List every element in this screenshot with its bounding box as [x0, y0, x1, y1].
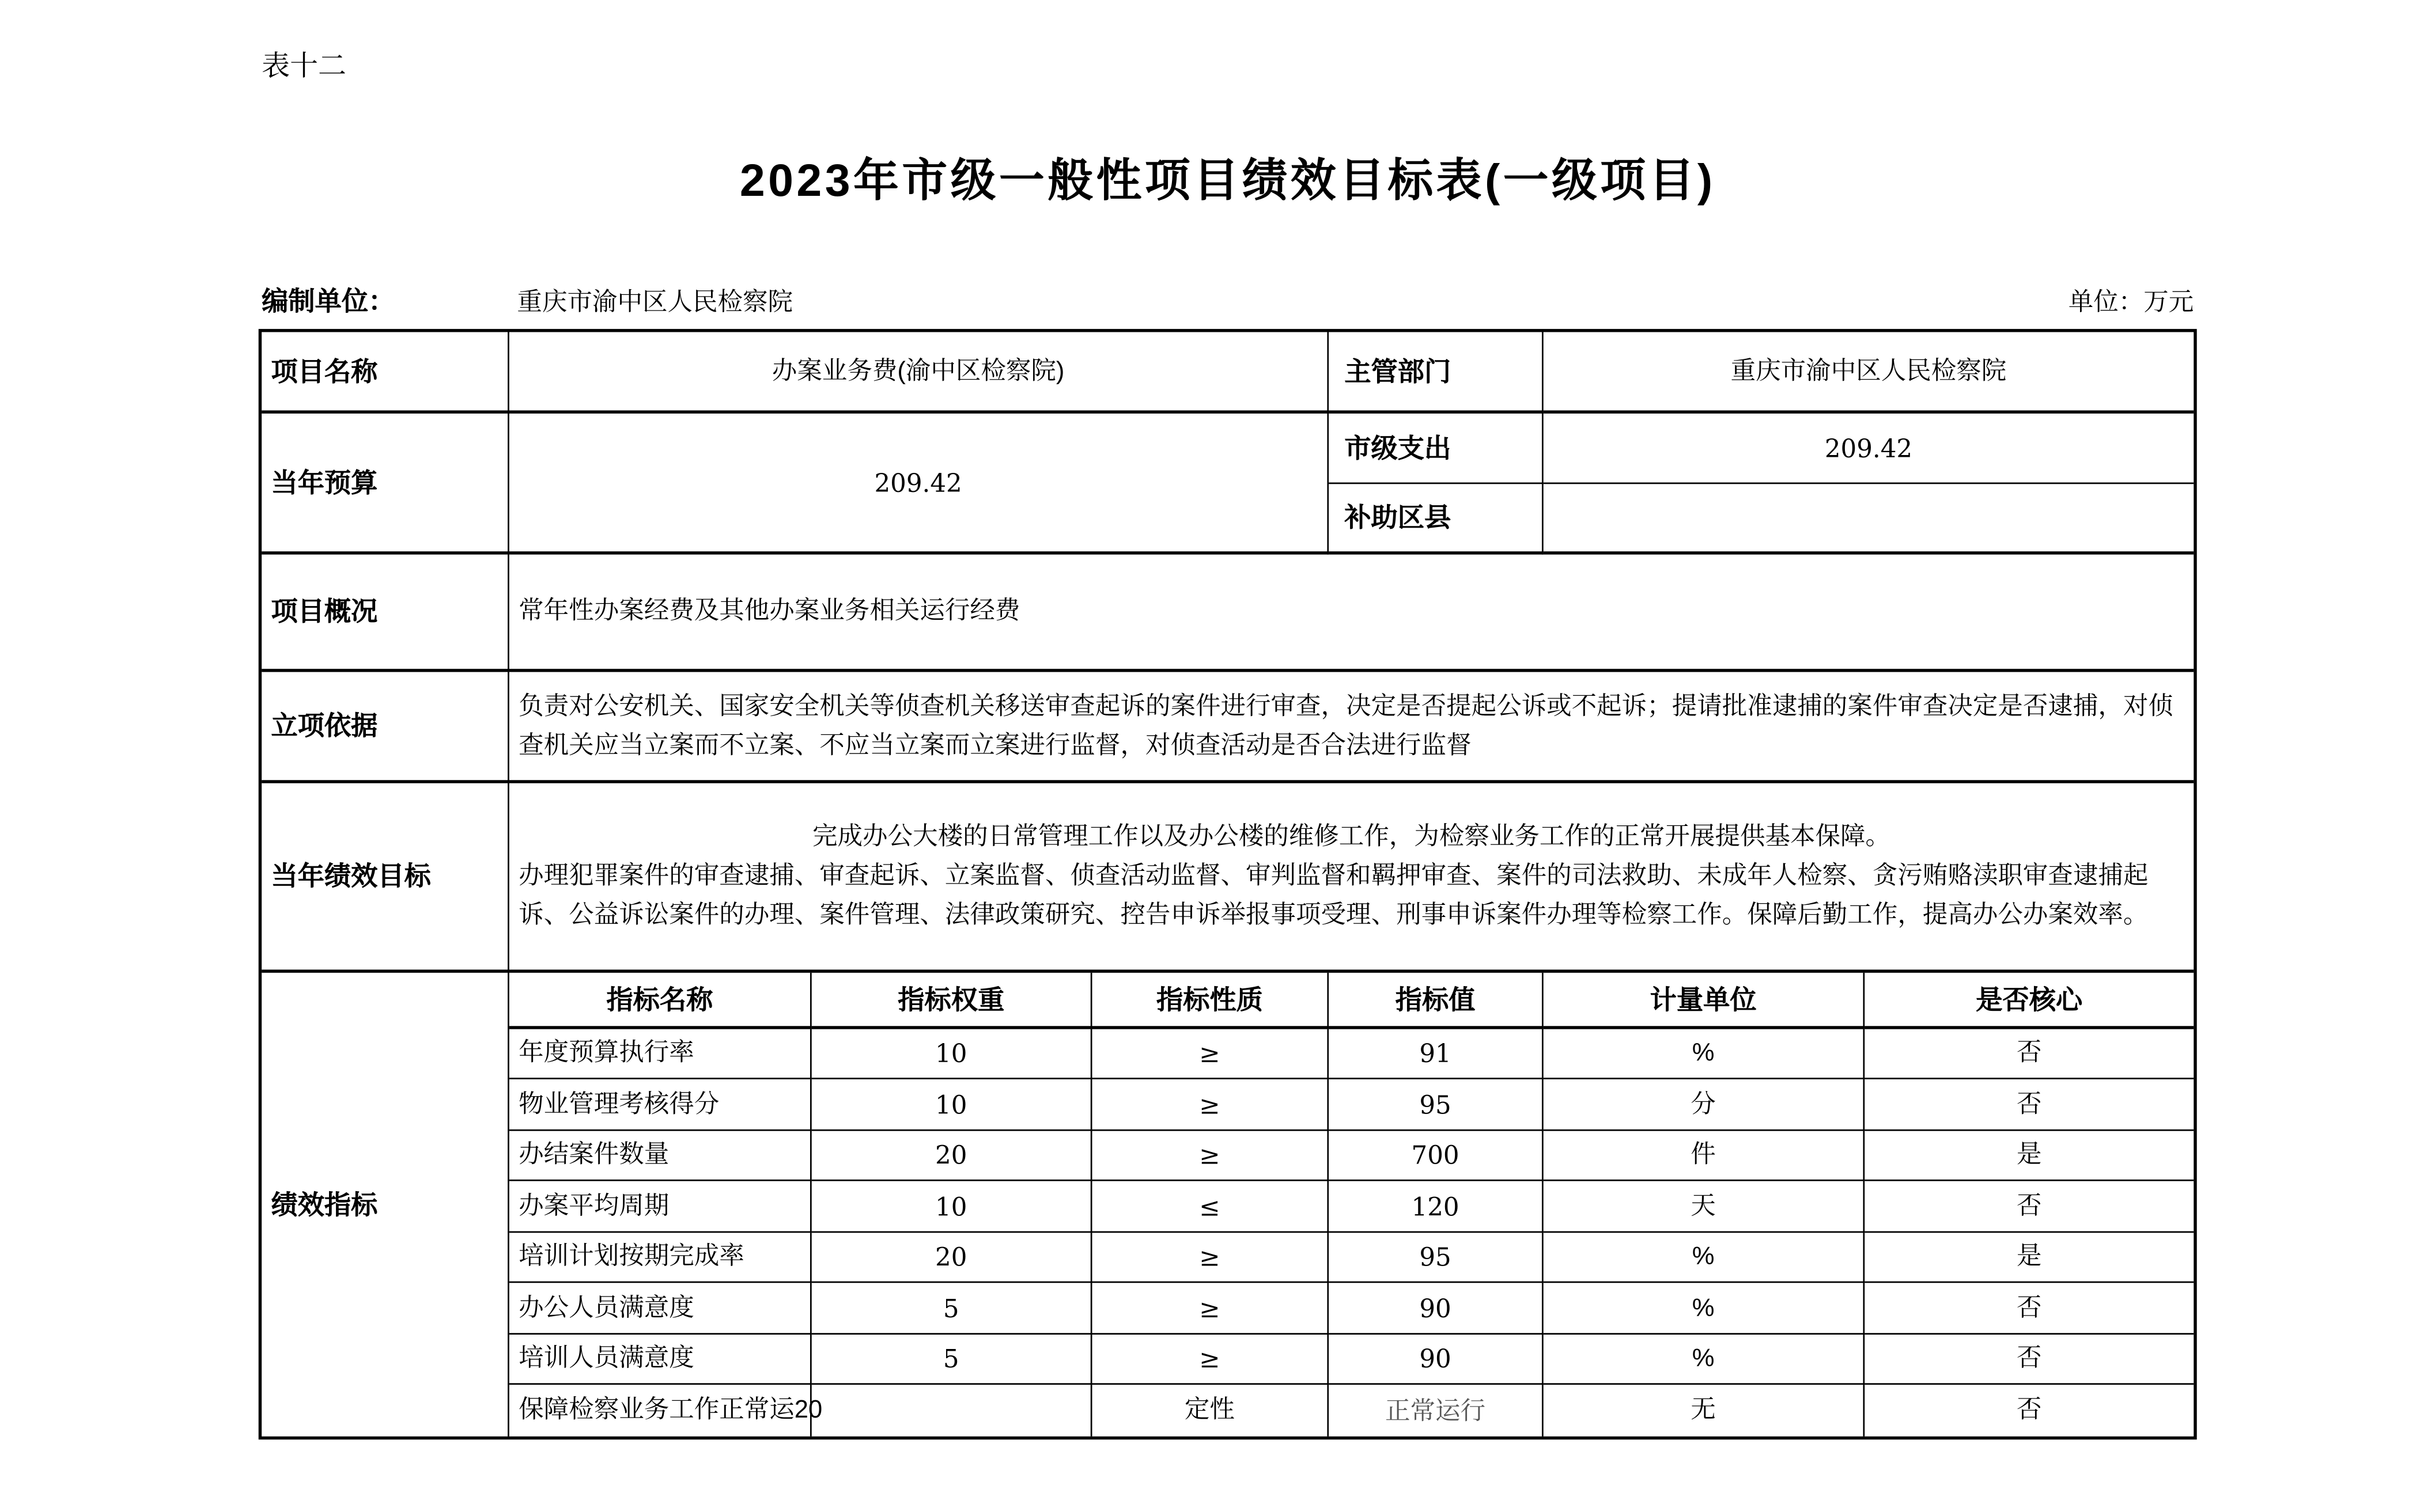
project-basis-value — [509, 672, 2194, 783]
city-expense-value: 209.42 — [1544, 414, 2194, 484]
indicator-nature-cell: ≥ — [1092, 1029, 1329, 1079]
annual-budget-label: 当年预算 — [262, 414, 509, 555]
city-expense-label: 市级支出 — [1329, 414, 1544, 484]
indicator-name-cell: 办结案件数量 — [509, 1131, 812, 1181]
indicator-value-cell: 90 — [1329, 1283, 1544, 1335]
indicator-unit-cell: % — [1544, 1283, 1865, 1335]
indicator-nature-cell: ≥ — [1092, 1079, 1329, 1131]
indicator-core-cell: 否 — [1865, 1181, 2194, 1233]
indicator-value-cell: 120 — [1329, 1181, 1544, 1233]
indicator-name-cell: 培训人员满意度 — [509, 1335, 812, 1385]
indicator-weight-cell — [812, 1385, 1092, 1437]
prepared-by-row — [0, 279, 2424, 316]
indicator-core-cell: 是 — [1865, 1131, 2194, 1181]
indicator-unit-cell: % — [1544, 1233, 1865, 1283]
indicator-core-cell: 否 — [1865, 1079, 2194, 1131]
annual-goal-value — [509, 783, 2194, 973]
performance-indicators-label: 绩效指标 — [262, 973, 509, 1437]
indicator-header-nature: 指标性质 — [1092, 973, 1329, 1029]
project-basis-text: 负责对公安机关、国家安全机关等侦查机关移送审查起诉的案件进行审查，决定是否提起公诉或不起诉；提请批准逮捕的案件审查决定是否逮捕，对侦查机关应当立案而不立案、不应当立案而立案进行监督，对侦查活动是否合法进行监督 — [519, 693, 2173, 759]
indicator-core-cell: 否 — [1865, 1283, 2194, 1335]
indicator-weight-cell: 5 — [812, 1335, 1092, 1385]
county-subsidy-value — [1544, 484, 2194, 554]
indicator-unit-cell: 分 — [1544, 1079, 1865, 1131]
indicator-nature-cell: 定性 — [1092, 1385, 1329, 1437]
indicator-header-name: 指标名称 — [509, 973, 812, 1029]
annual-budget-value: 209.42 — [509, 414, 1329, 555]
indicator-unit-cell: 件 — [1544, 1131, 1865, 1181]
indicator-name-cell: 培训计划按期完成率 — [509, 1233, 812, 1283]
indicator-weight-cell: 10 — [812, 1029, 1092, 1079]
indicator-unit-cell: 天 — [1544, 1181, 1865, 1233]
performance-target-table — [259, 329, 2197, 1439]
indicator-name-cell: 办案平均周期 — [509, 1181, 812, 1233]
indicator-value-cell: 90 — [1329, 1335, 1544, 1385]
indicator-weight-cell: 20 — [812, 1131, 1092, 1181]
indicator-header-value: 指标值 — [1329, 973, 1544, 1029]
project-basis-label: 立项依据 — [262, 672, 509, 783]
project-name-value: 办案业务费(渝中区检察院) — [509, 332, 1329, 414]
indicator-header-unit: 计量单位 — [1544, 973, 1865, 1029]
indicator-weight-cell: 5 — [812, 1283, 1092, 1335]
project-overview-label: 项目概况 — [262, 555, 509, 672]
indicator-core-cell: 否 — [1865, 1029, 2194, 1079]
indicator-header-core: 是否核心 — [1865, 973, 2194, 1029]
indicator-name-cell: 保障检察业务工作正常运20 — [509, 1385, 812, 1437]
indicator-name-cell: 物业管理考核得分 — [509, 1079, 812, 1131]
indicator-unit-cell: % — [1544, 1335, 1865, 1385]
prepared-by-label: 编制单位： — [262, 286, 395, 317]
indicator-value-cell: 91 — [1329, 1029, 1544, 1079]
indicator-core-cell: 否 — [2016, 1397, 2042, 1424]
table-number-tag: 表十二 — [262, 50, 347, 82]
project-name-label: 项目名称 — [262, 332, 509, 414]
indicator-nature-cell: ≥ — [1092, 1283, 1329, 1335]
indicator-name-cell: 办公人员满意度 — [509, 1283, 812, 1335]
indicator-weight-cell: 10 — [812, 1079, 1092, 1131]
unit-note: 单位：万元 — [2068, 290, 2194, 317]
indicator-value-cell: 正常运行 — [1329, 1385, 1544, 1437]
indicator-core-cell: 否 — [1865, 1335, 2194, 1385]
indicator-value-cell: 95 — [1329, 1079, 1544, 1131]
county-subsidy-label: 补助区县 — [1329, 484, 1544, 554]
indicator-value-cell: 700 — [1329, 1131, 1544, 1181]
annual-goal-label: 当年绩效目标 — [262, 783, 509, 973]
indicator-value-cell: 95 — [1329, 1233, 1544, 1283]
indicator-nature-cell: ≥ — [1092, 1233, 1329, 1283]
indicator-nature-cell: ≥ — [1092, 1131, 1329, 1181]
indicator-core-cell: 是 — [1865, 1233, 2194, 1283]
indicator-nature-cell: ≤ — [1092, 1181, 1329, 1233]
indicator-unit-cell: 无 — [1544, 1385, 1865, 1437]
department-label: 主管部门 — [1329, 332, 1544, 414]
annual-goal-line1: 完成办公大楼的日常管理工作以及办公楼的维修工作，为检察业务工作的正常开展提供基本保障。 — [812, 824, 1891, 851]
indicator-header-weight: 指标权重 — [812, 973, 1092, 1029]
department-value: 重庆市渝中区人民检察院 — [1544, 332, 2194, 414]
indicator-name-cell: 年度预算执行率 — [509, 1029, 812, 1079]
prepared-by-value: 重庆市渝中区人民检察院 — [517, 290, 793, 317]
project-overview-value: 常年性办案经费及其他办案业务相关运行经费 — [509, 555, 2194, 672]
indicator-weight-cell: 20 — [812, 1233, 1092, 1283]
indicator-nature-cell: ≥ — [1092, 1335, 1329, 1385]
annual-goal-line2: 办理犯罪案件的审查逮捕、审查起诉、立案监督、侦查活动监督、审判监督和羁押审查、案件的司法救助、未成年人检察、贪污贿赂渎职审查逮捕起诉、公益诉讼案件的办理、案件管理、法律政策研究、控告申诉举报事项受理、刑事申诉案件办理等检察工作。保障后勤工作，提高办公办案效率。 — [519, 863, 2149, 929]
page-title: 2023年市级一般性项目绩效目标表(一级项目) — [739, 156, 1716, 207]
indicator-weight-cell: 10 — [812, 1181, 1092, 1233]
indicator-unit-cell: % — [1544, 1029, 1865, 1079]
